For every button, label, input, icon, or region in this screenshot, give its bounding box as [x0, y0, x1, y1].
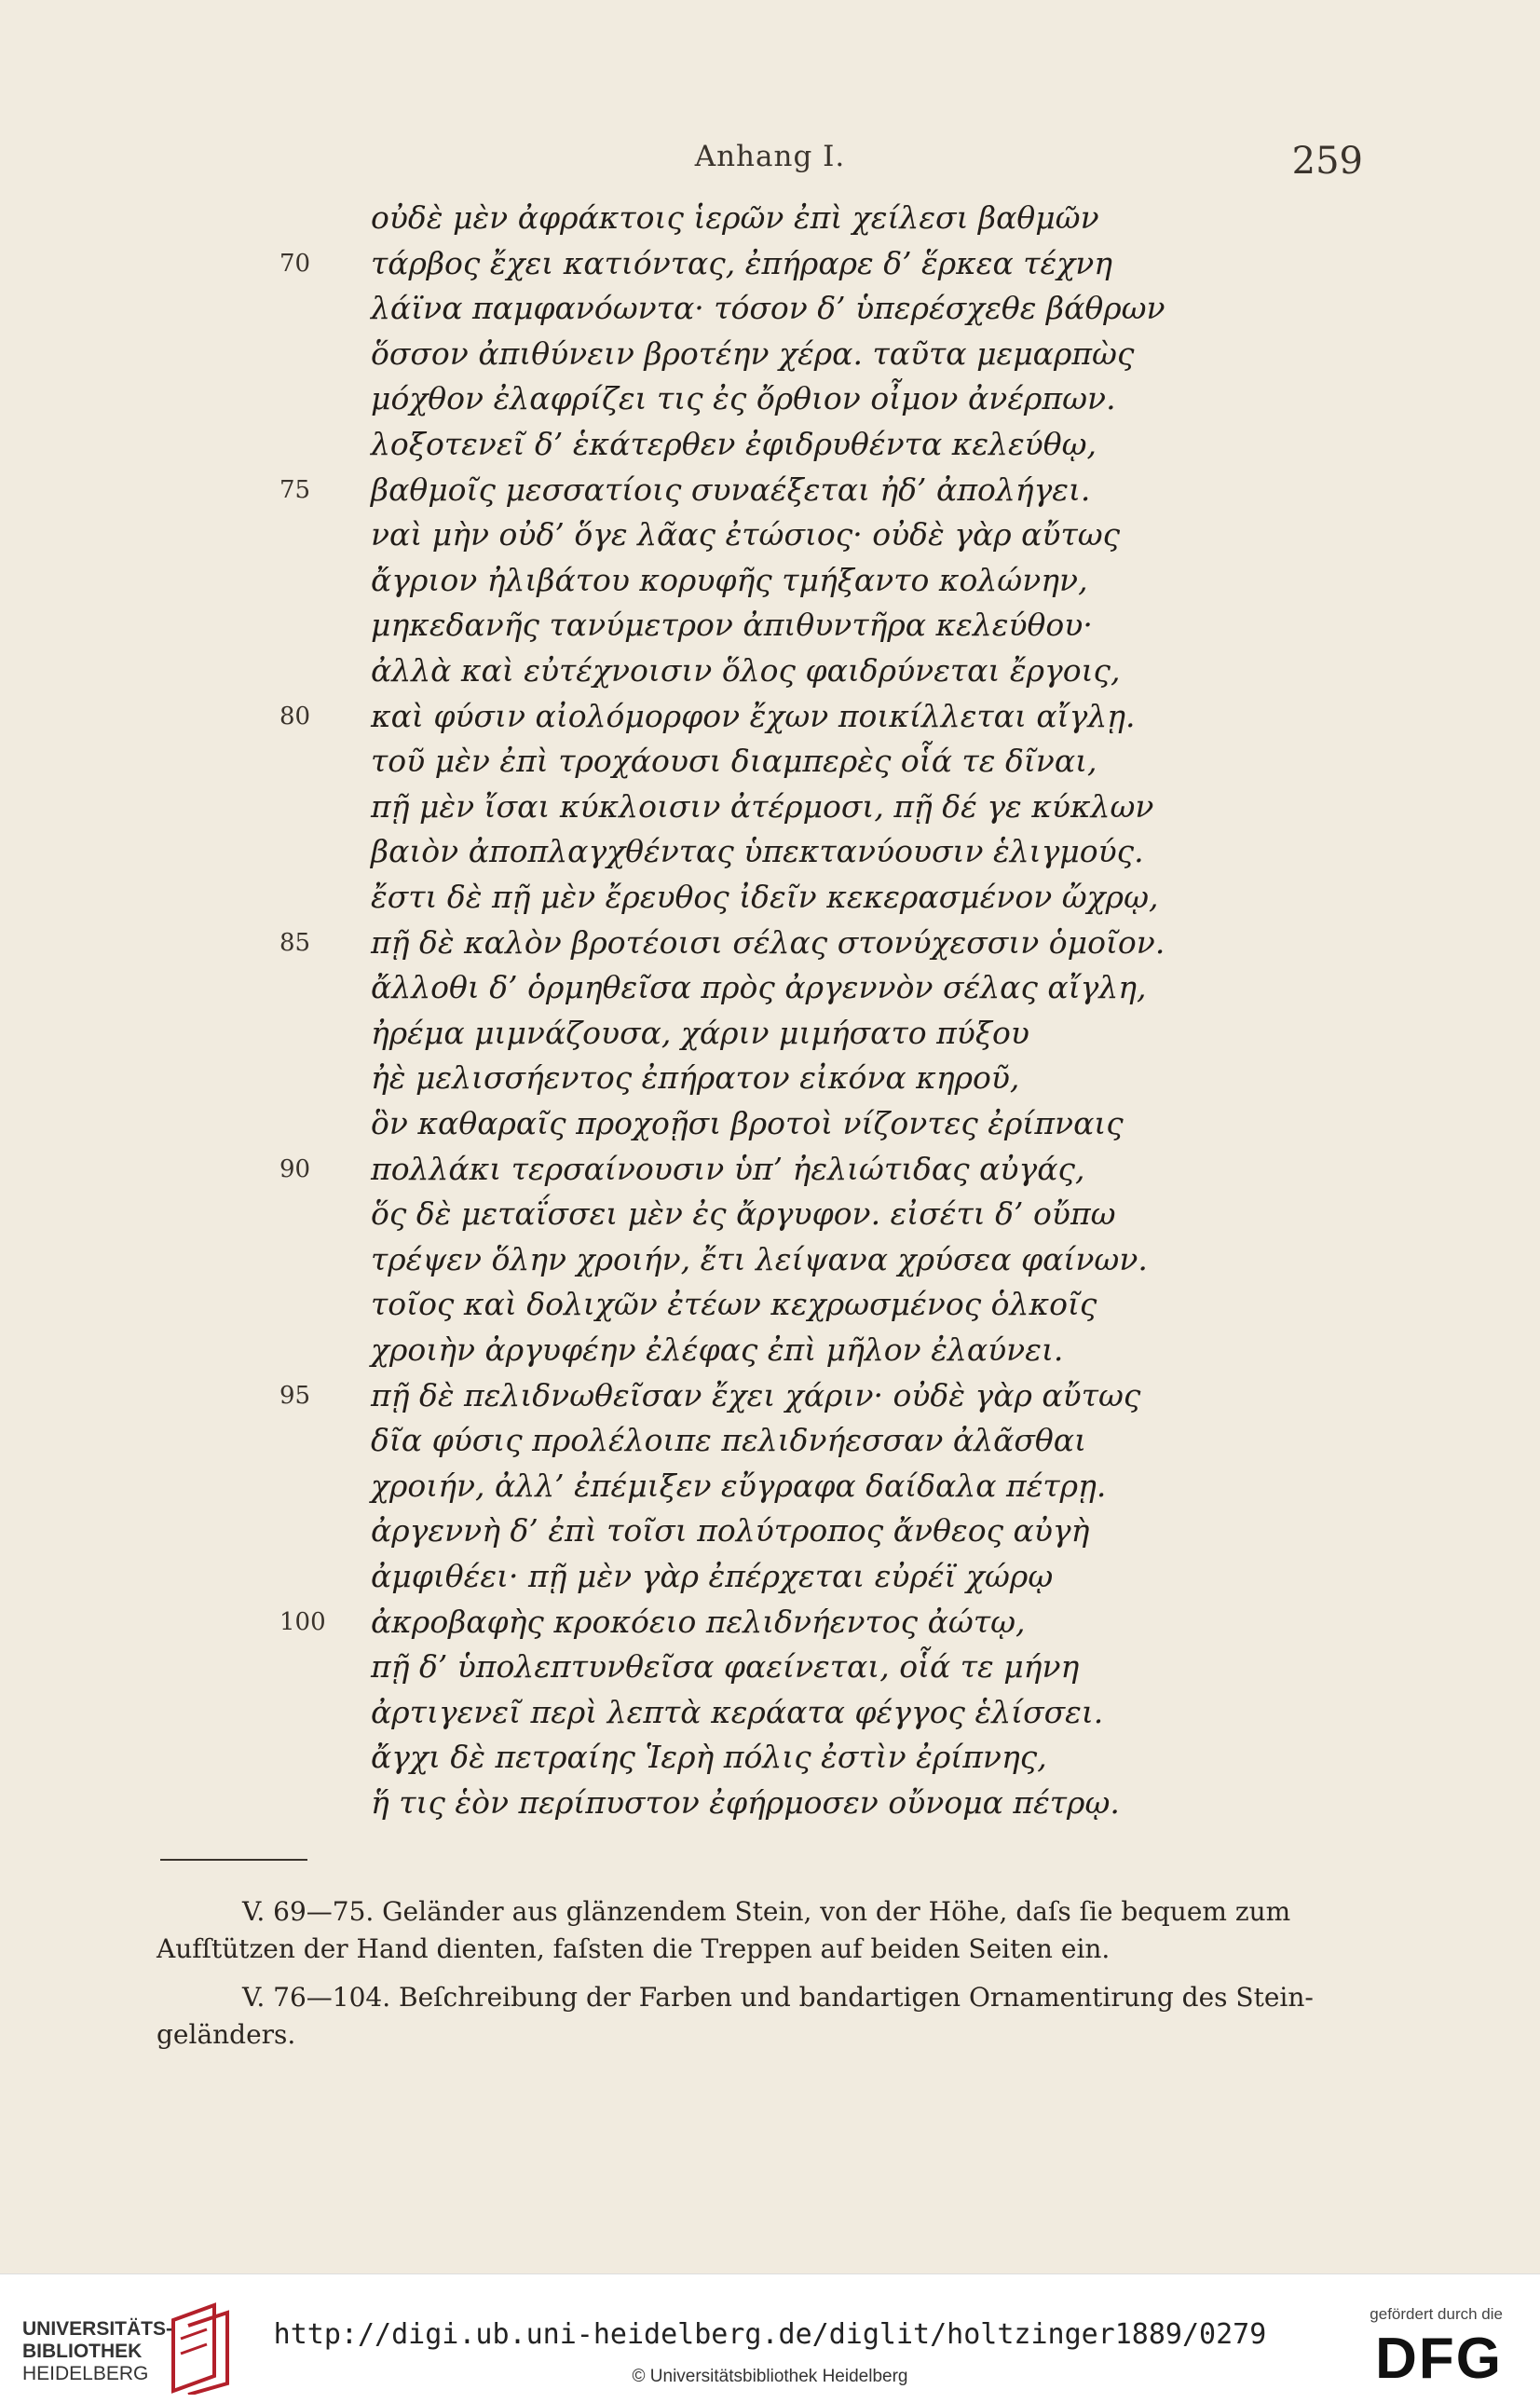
verse-line: ἄγχι δὲ πετραίης Ἱερὴ πόλις ἐστὶν ἐρίπνης,: [371, 1739, 1047, 1776]
footnote-1: [157, 1893, 1386, 1968]
footnote-2-line1: V. 76—104. Beſchreibung der Farben und bandartigen Ornamentirung des Stein-: [242, 1982, 1314, 2013]
verse-line: ἠὲ μελισσήεντος ἐπήρατον εἰκόνα κηροῦ,: [371, 1059, 1020, 1097]
verse-line: ὃν καθαραῖς προχοῇσι βροτοὶ νίζοντες ἐρίπναις: [371, 1105, 1124, 1141]
verse-line: ἀργεννὴ δ’ ἐπὶ τοῖσι πολύτροπος ἄνθεος αὐγὴ: [371, 1512, 1090, 1550]
running-header: Anhang I.: [694, 140, 846, 173]
line-number: 95: [279, 1381, 311, 1410]
verse-line: τάρβος ἔχει κατιόντας, ἐπήραρε δ’ ἕρκεα τέχνη: [371, 244, 1113, 281]
verse-line: δῖα φύσις προλέλοιπε πελιδνήεσσαν ἀλᾶσθαι: [371, 1422, 1087, 1459]
verse-line: ἔστι δὲ πῇ μὲν ἔρευθος ἰδεῖν κεκερασμένον ὤχρῳ,: [371, 879, 1159, 915]
dfg-logo[interactable]: DFG: [1375, 2327, 1503, 2391]
verse-line: ἄλλοθι δ’ ὁρμηθεῖσα πρὸς ἀργεννὸν σέλας αἴγλη,: [371, 969, 1147, 1006]
verse-line: χροιὴν ἀργυφέην ἐλέφας ἐπὶ μῆλον ἐλαύνει.: [371, 1331, 1064, 1368]
line-number: 75: [279, 475, 311, 504]
verse-line: τοῖος καὶ δολιχῶν ἐτέων κεχρωσμένος ὁλκοῖς: [371, 1286, 1097, 1323]
verse-line: τρέψεν ὅλην χροιήν, ἔτι λείψανα χρύσεα φαίνων.: [371, 1240, 1148, 1277]
verse-line: ναὶ μὴν οὐδ’ ὅγε λᾶας ἐτώσιος· οὐδὲ γὰρ αὔτως: [371, 516, 1121, 553]
library-name-line3: HEIDELBERG: [22, 2363, 149, 2384]
verse-line: καὶ φύσιν αἰολόμορφον ἔχων ποικίλλεται αἴγλῃ.: [371, 697, 1136, 734]
page-number: 259: [1291, 140, 1363, 183]
funded-by-text: gefördert durch die: [1370, 2305, 1503, 2323]
verse-line: ἄγριον ἠλιβάτου κορυφῆς τμήξαντο κολώνην,: [371, 561, 1088, 598]
verse-line: ὅσσον ἀπιθύνειν βροτέην χέρα. ταῦτα μεμαρπὼς: [371, 335, 1135, 372]
verse-line: βαιὸν ἀποπλαγχθέντας ὑπεκτανύουσιν ἑλιγμούς.: [371, 833, 1144, 870]
line-number: 85: [279, 928, 311, 957]
verse-line: ἀκροβαφὴς κροκόειο πελιδνήεντος ἀώτῳ,: [371, 1603, 1026, 1640]
footnote-2-line2: geländers.: [157, 2019, 296, 2050]
verse-line: λοξοτενεῖ δ’ ἑκάτερθεν ἐφιδρυθέντα κελεύθῳ,: [371, 426, 1097, 462]
verse-line: πῇ δὲ πελιδνωθεῖσαν ἔχει χάριν· οὐδὲ γὰρ αὔτως: [371, 1376, 1141, 1413]
library-name-line2: BIBLIOTHEK: [22, 2341, 143, 2362]
verse-line: βαθμοῖς μεσσατίοις συναέξεται ἠδ’ ἀπολήγει.: [371, 471, 1091, 508]
verse-line: τοῦ μὲν ἐπὶ τροχάουσι διαμπερὲς οἷά τε δῖναι,: [371, 743, 1097, 780]
verse-line: πολλάκι τερσαίνουσιν ὑπ’ ἠελιώτιδας αὐγάς,: [371, 1150, 1085, 1187]
verse-line: ἠρέμα μιμνάζουσα, χάριν μιμήσατο πύξου: [371, 1014, 1029, 1051]
footnote-rule: [160, 1859, 307, 1861]
verse-line: πῇ δὲ καλὸν βροτέοισι σέλας στονύχεσσιν ὁμοῖον.: [371, 923, 1165, 961]
verse-line: ὅς δὲ μεταΐσσει μὲν ἐς ἄργυφον. εἰσέτι δ’ οὔπω: [371, 1195, 1116, 1233]
verse-line: λάϊνα παμφανόωντα· τόσον δ’ ὑπερέσχεθε βάθρων: [371, 290, 1165, 327]
permalink-url[interactable]: http://digi.ub.uni-heidelberg.de/diglit/holtzinger1889/0279: [273, 2318, 1267, 2351]
verse-line: μόχθον ἐλαφρίζει τις ἐς ὄρθιον οἶμον ἀνέρπων.: [371, 380, 1116, 417]
verse-line: οὐδὲ μὲν ἀφράκτοις ἱερῶν ἐπὶ χείλεσι βαθμῶν: [371, 199, 1099, 236]
library-name-line1: UNIVERSITÄTS-: [22, 2318, 173, 2340]
line-number: 90: [279, 1154, 311, 1183]
verse-line: μηκεδανῆς τανύμετρον ἀπιθυντῆρα κελεύθου·: [371, 607, 1093, 644]
copyright-text: © Universitätsbibliothek Heidelberg: [632, 2367, 908, 2386]
verse-line: ἀρτιγενεῖ περὶ λεπτὰ κεράατα φέγγος ἑλίσσει.: [371, 1693, 1104, 1730]
line-number: 70: [279, 249, 311, 278]
verse-line: χροιήν, ἀλλ’ ἐπέμιξεν εὔγραφα δαίδαλα πέτρῃ.: [371, 1467, 1107, 1504]
verse-line: πῇ δ’ ὑπολεπτυνθεῖσα φαείνεται, οἷά τε μήνη: [371, 1648, 1080, 1686]
line-number: 80: [279, 702, 311, 730]
line-number: 100: [279, 1607, 326, 1636]
verse-line: πῇ μὲν ἴσαι κύκλοισιν ἀτέρμοσι, πῇ δέ γε κύκλων: [371, 787, 1154, 825]
footnote-1-line1: V. 69—75. Geländer aus glänzendem Stein, von der Höhe, daſs ſie bequem zum: [242, 1896, 1291, 1927]
verse-line: ἥ τις ἑὸν περίπυστον ἐφήρμοσεν οὔνομα πέτρῳ.: [371, 1784, 1120, 1821]
footnote-2: [157, 1979, 1386, 2054]
verse-line: ἀμφιθέει· πῇ μὲν γὰρ ἐπέρχεται εὐρέϊ χώρῳ: [371, 1558, 1054, 1594]
verse-line: ἀλλὰ καὶ εὐτέχνοισιν ὅλος φαιδρύνεται ἔργοις,: [371, 652, 1121, 689]
footnote-1-line2: Aufſtützen der Hand dienten, faſsten die Treppen auf beiden Seiten ein.: [157, 1933, 1111, 1964]
